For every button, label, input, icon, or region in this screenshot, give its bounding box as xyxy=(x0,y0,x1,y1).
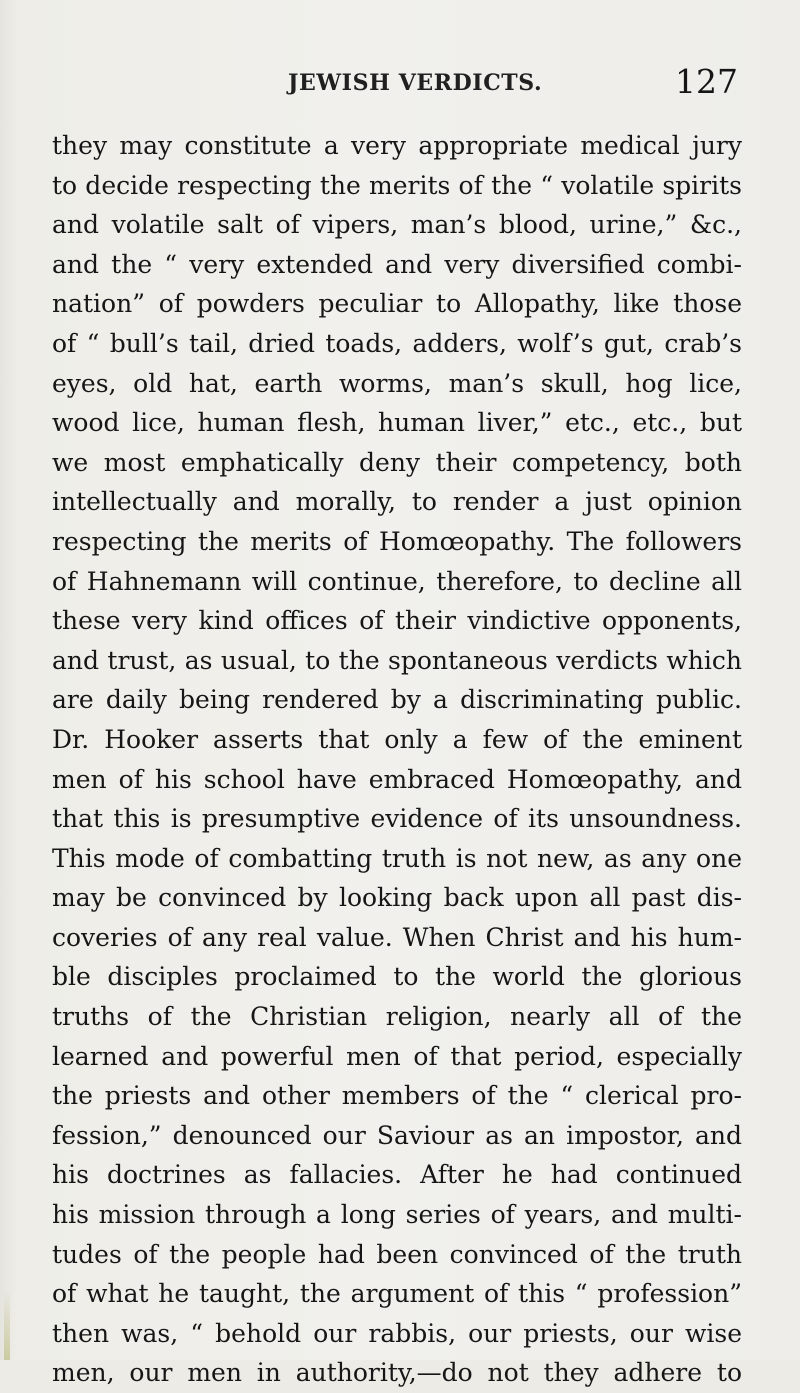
text-line: and volatile salt of vipers, man’s blood, urine,” &c., xyxy=(52,210,742,240)
text-line: respecting the merits of Homœopathy. The followers xyxy=(52,526,742,556)
text-line: his doctrines as fallacies. After he had continued xyxy=(52,1160,742,1190)
text-line: learned and powerful men of that period, especially xyxy=(52,1041,742,1071)
text-line: and the “ very extended and very diversified combi- xyxy=(52,249,742,279)
text-line: his mission through a long series of years, and multi- xyxy=(52,1200,742,1230)
text-line: of what he taught, the argument of this “ profession” xyxy=(52,1279,742,1309)
text-line: we most emphatically deny their competency, both xyxy=(52,447,742,477)
text-line: may be convinced by looking back upon all past dis- xyxy=(52,883,742,913)
text-line: to decide respecting the merits of the “ volatile spirits xyxy=(52,170,742,200)
text-line: men of his school have embraced Homœopathy, and xyxy=(52,764,742,794)
text-line: these very kind offices of their vindictive opponents, xyxy=(52,606,742,636)
body-text xyxy=(52,126,742,1393)
text-line: then was, “ behold our rabbis, our priests, our wise xyxy=(52,1318,742,1348)
text-line: Dr. Hooker asserts that only a few of the eminent xyxy=(52,724,742,754)
text-line: men, our men in authority,—do not they adhere to xyxy=(52,1358,742,1388)
page-edge-shadow xyxy=(0,0,18,1360)
text-line: fession,” denounced our Saviour as an impostor, and xyxy=(52,1120,742,1150)
text-line: intellectually and morally, to render a just opinion xyxy=(52,487,742,517)
text-line: and trust, as usual, to the spontaneous verdicts which xyxy=(52,645,742,675)
text-line: are daily being rendered by a discriminating public. xyxy=(52,685,742,715)
text-line: ble disciples proclaimed to the world the glorious xyxy=(52,962,742,992)
text-line: the priests and other members of the “ clerical pro- xyxy=(52,1081,742,1111)
text-line: they may constitute a very appropriate medical jury xyxy=(52,131,742,160)
text-line: truths of the Christian religion, nearly all of the xyxy=(52,1002,742,1032)
text-line: wood lice, human flesh, human liver,” etc., etc., but xyxy=(52,408,742,438)
text-line: eyes, old hat, earth worms, man’s skull, hog lice, xyxy=(52,368,742,398)
text-line: that this is presumptive evidence of its unsoundness. xyxy=(52,804,742,834)
text-line: tudes of the people had been convinced of the truth xyxy=(52,1239,742,1269)
text-line: This mode of combatting truth is not new, as any one xyxy=(52,843,742,873)
page-header xyxy=(52,62,738,102)
running-head: JEWISH VERDICTS. xyxy=(288,70,543,96)
text-line: of Hahnemann will continue, therefore, to decline all xyxy=(52,566,742,596)
page-number: 127 xyxy=(675,62,738,101)
text-line: coveries of any real value. When Christ and his hum- xyxy=(52,922,742,952)
text-line: nation” of powders peculiar to Allopathy, like those xyxy=(52,289,742,319)
text-line: of “ bull’s tail, dried toads, adders, wolf’s gut, crab’s xyxy=(52,328,742,358)
page-edge-stain xyxy=(4,1290,10,1360)
